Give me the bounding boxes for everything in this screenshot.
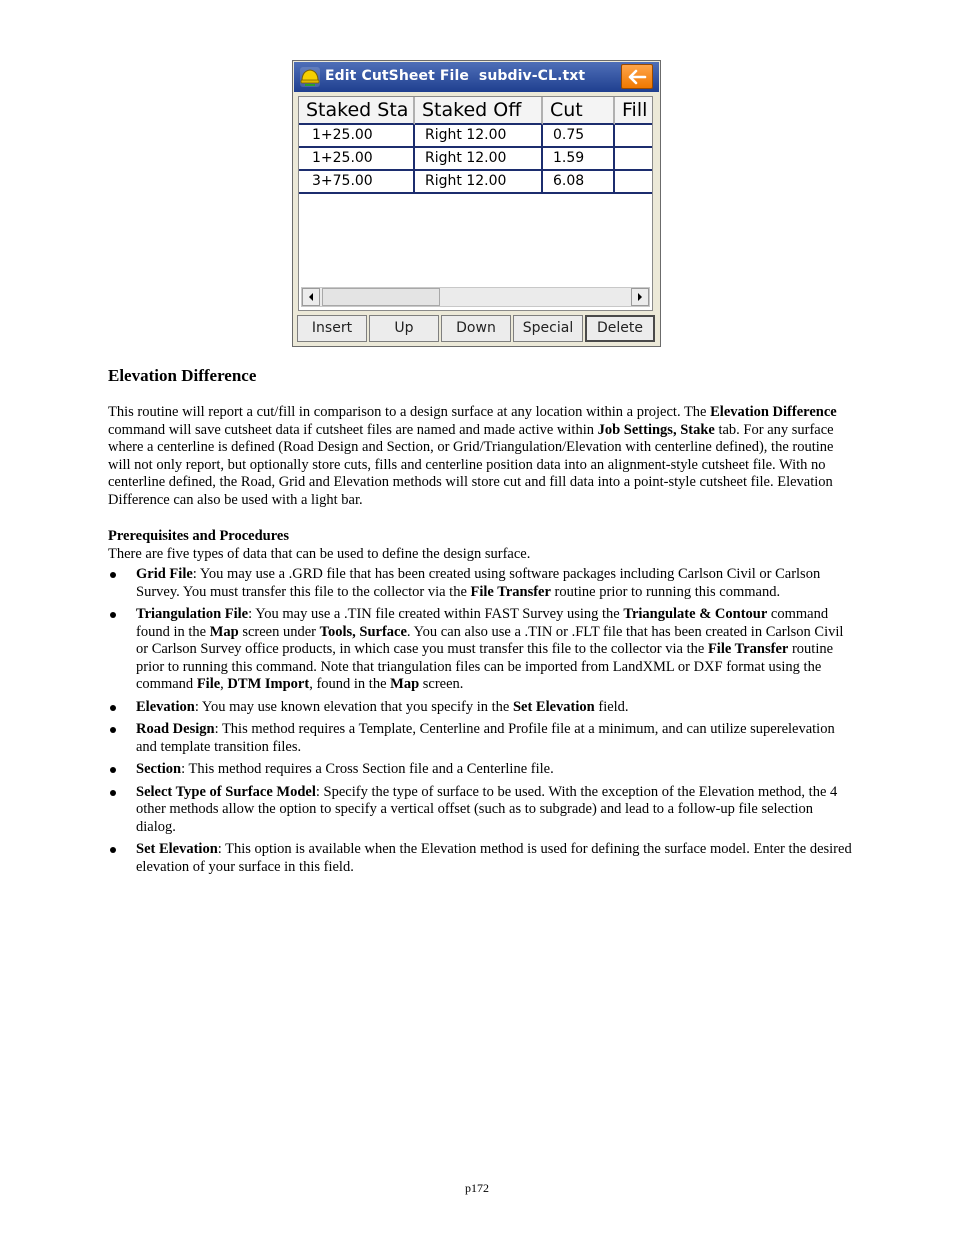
cell-cut[interactable]: 1.59 xyxy=(543,148,615,171)
cell-cut[interactable]: 0.75 xyxy=(543,125,615,148)
edit-cutsheet-dialog xyxy=(292,60,661,347)
back-arrow-icon xyxy=(627,69,647,85)
bullet-icon xyxy=(110,767,116,773)
cell-staked-sta[interactable]: 1+25.00 xyxy=(299,148,415,171)
bullet-icon xyxy=(110,612,116,618)
item-text: , xyxy=(220,676,228,693)
item-text: routine prior to running this command. xyxy=(550,583,781,600)
item-term: Triangulation File xyxy=(136,605,249,622)
bullet-icon xyxy=(110,572,116,578)
scroll-left-button[interactable] xyxy=(302,288,320,306)
item-term: File Transfer xyxy=(470,583,551,600)
item-term: Tools, Surface xyxy=(319,623,407,640)
cell-fill[interactable] xyxy=(615,171,653,194)
item-text: : This method requires a Cross Section file and a Centerline file. xyxy=(181,761,554,778)
cell-staked-off[interactable]: Right 12.00 xyxy=(415,171,543,194)
bullet-icon xyxy=(110,847,116,853)
intro-bold-text: Elevation Difference xyxy=(710,404,837,420)
column-header-fill[interactable]: Fill xyxy=(615,97,653,125)
item-text: command found in the xyxy=(136,605,829,640)
surface-type-list xyxy=(108,566,853,881)
item-text: : You may use known elevation that you specify in the xyxy=(194,698,513,715)
up-button[interactable]: Up xyxy=(369,315,439,342)
item-term: Section xyxy=(136,761,182,778)
item-text: : You may use a .GRD file that has been created using software packages including Carlson Civil or Carlson Survey. You must transfer this file to the collector via the xyxy=(136,566,821,600)
column-header-cut[interactable]: Cut xyxy=(543,97,615,125)
item-text: . You can also use a .TIN or .FLT file that has been created in Carlson Civil or Carlson Survey office products, in which case you must transfer this file to the collector via the xyxy=(136,623,844,658)
item-text: routine prior to running this command. Note that triangulation files can be imported from LandXML or DXF format using the command xyxy=(136,641,834,693)
down-button[interactable]: Down xyxy=(441,315,511,342)
intro-bold-text: Job Settings, Stake xyxy=(597,421,715,438)
intro-text: tab. For any surface where a centerline is defined (Road Design and Section, or Grid/Triangulation/Elevation with centerline defined), the routine will not only report, but optionally store cuts, fills and centerline position data into an alignment-style cutsheet file. With no centerline defined, the Road, Grid and Elevation methods will store cut and fill data into a point-style cutsheet file. Elevation Difference can also be used with a light bar. xyxy=(108,421,834,508)
item-text: screen under xyxy=(238,623,320,640)
scroll-right-button[interactable] xyxy=(631,288,649,306)
carlson-hardhat-icon xyxy=(299,66,321,88)
item-term: Road Design xyxy=(136,721,215,738)
cell-staked-sta[interactable]: 3+75.00 xyxy=(299,171,415,194)
cutsheet-grid[interactable] xyxy=(298,96,653,311)
subheading-prerequisites: Prerequisites and Procedures xyxy=(108,528,289,544)
bullet-icon xyxy=(110,790,116,796)
scroll-thumb[interactable] xyxy=(322,288,440,306)
section-heading: Elevation Difference xyxy=(108,366,257,385)
item-text: : Specify the type of surface to be used. With the exception of the Elevation method, the 4 other methods allow the option to specify a vertical offset (such as to subgrade) and lead to a follow-up file selection dialog. xyxy=(136,783,838,835)
item-term: Set Elevation xyxy=(136,841,218,858)
item-term: Elevation xyxy=(136,698,195,715)
list-item xyxy=(108,566,853,601)
item-text: screen. xyxy=(419,676,464,693)
list-item xyxy=(108,841,853,876)
cell-fill[interactable] xyxy=(615,125,653,148)
back-button[interactable] xyxy=(621,64,653,89)
triangle-right-icon xyxy=(636,292,644,302)
cell-staked-off[interactable]: Right 12.00 xyxy=(415,125,543,148)
item-text: field. xyxy=(594,698,629,715)
intro-paragraph xyxy=(108,404,853,510)
page-number: p172 xyxy=(465,1181,489,1195)
dialog-title-bar xyxy=(294,62,659,92)
delete-button[interactable]: Delete xyxy=(585,315,655,342)
list-item xyxy=(108,606,853,694)
intro-text: This routine will report a cut/fill in comparison to a design surface at any location within a project. The xyxy=(108,404,711,420)
triangle-left-icon xyxy=(307,292,315,302)
cell-cut[interactable]: 6.08 xyxy=(543,171,615,194)
lead-line: There are five types of data that can be used to define the design surface. xyxy=(108,546,531,562)
item-term: File xyxy=(196,676,221,693)
item-term: File Transfer xyxy=(707,641,789,658)
special-button[interactable]: Special xyxy=(513,315,583,342)
list-item xyxy=(108,721,853,756)
cell-staked-sta[interactable]: 1+25.00 xyxy=(299,125,415,148)
item-text: , found in the xyxy=(309,676,391,693)
item-term: Select Type of Surface Model xyxy=(136,783,316,800)
column-header-staked-off[interactable]: Staked Off xyxy=(415,97,543,125)
list-item xyxy=(108,699,853,717)
item-term: DTM Import xyxy=(227,676,310,693)
item-text: : You may use a .TIN file created within FAST Survey using the xyxy=(248,605,624,622)
item-term: Grid File xyxy=(136,566,193,582)
item-text: : This method requires a Template, Centerline and Profile file at a minimum, and can utilize superelevation and template transition files. xyxy=(136,721,835,755)
item-term: Map xyxy=(209,623,239,640)
dialog-button-bar xyxy=(297,315,657,342)
list-item xyxy=(108,784,853,837)
item-term: Map xyxy=(390,676,420,693)
column-header-staked-sta[interactable]: Staked Sta xyxy=(299,97,415,125)
insert-button[interactable]: Insert xyxy=(297,315,367,342)
list-item xyxy=(108,761,853,779)
cell-fill[interactable] xyxy=(615,148,653,171)
bullet-icon xyxy=(110,727,116,733)
item-term: Triangulate & Contour xyxy=(623,605,768,622)
bullet-icon xyxy=(110,705,116,711)
item-term: Set Elevation xyxy=(512,698,595,715)
intro-text: command will save cutsheet data if cutsheet files are named and made active within xyxy=(108,421,598,438)
dialog-title: Edit CutSheet File subdiv-CL.txt xyxy=(325,68,586,84)
cell-staked-off[interactable]: Right 12.00 xyxy=(415,148,543,171)
item-text: : This option is available when the Elevation method is used for defining the surface model. Enter the desired elevation of your surface in this field. xyxy=(136,841,852,875)
horizontal-scrollbar[interactable] xyxy=(301,287,650,307)
